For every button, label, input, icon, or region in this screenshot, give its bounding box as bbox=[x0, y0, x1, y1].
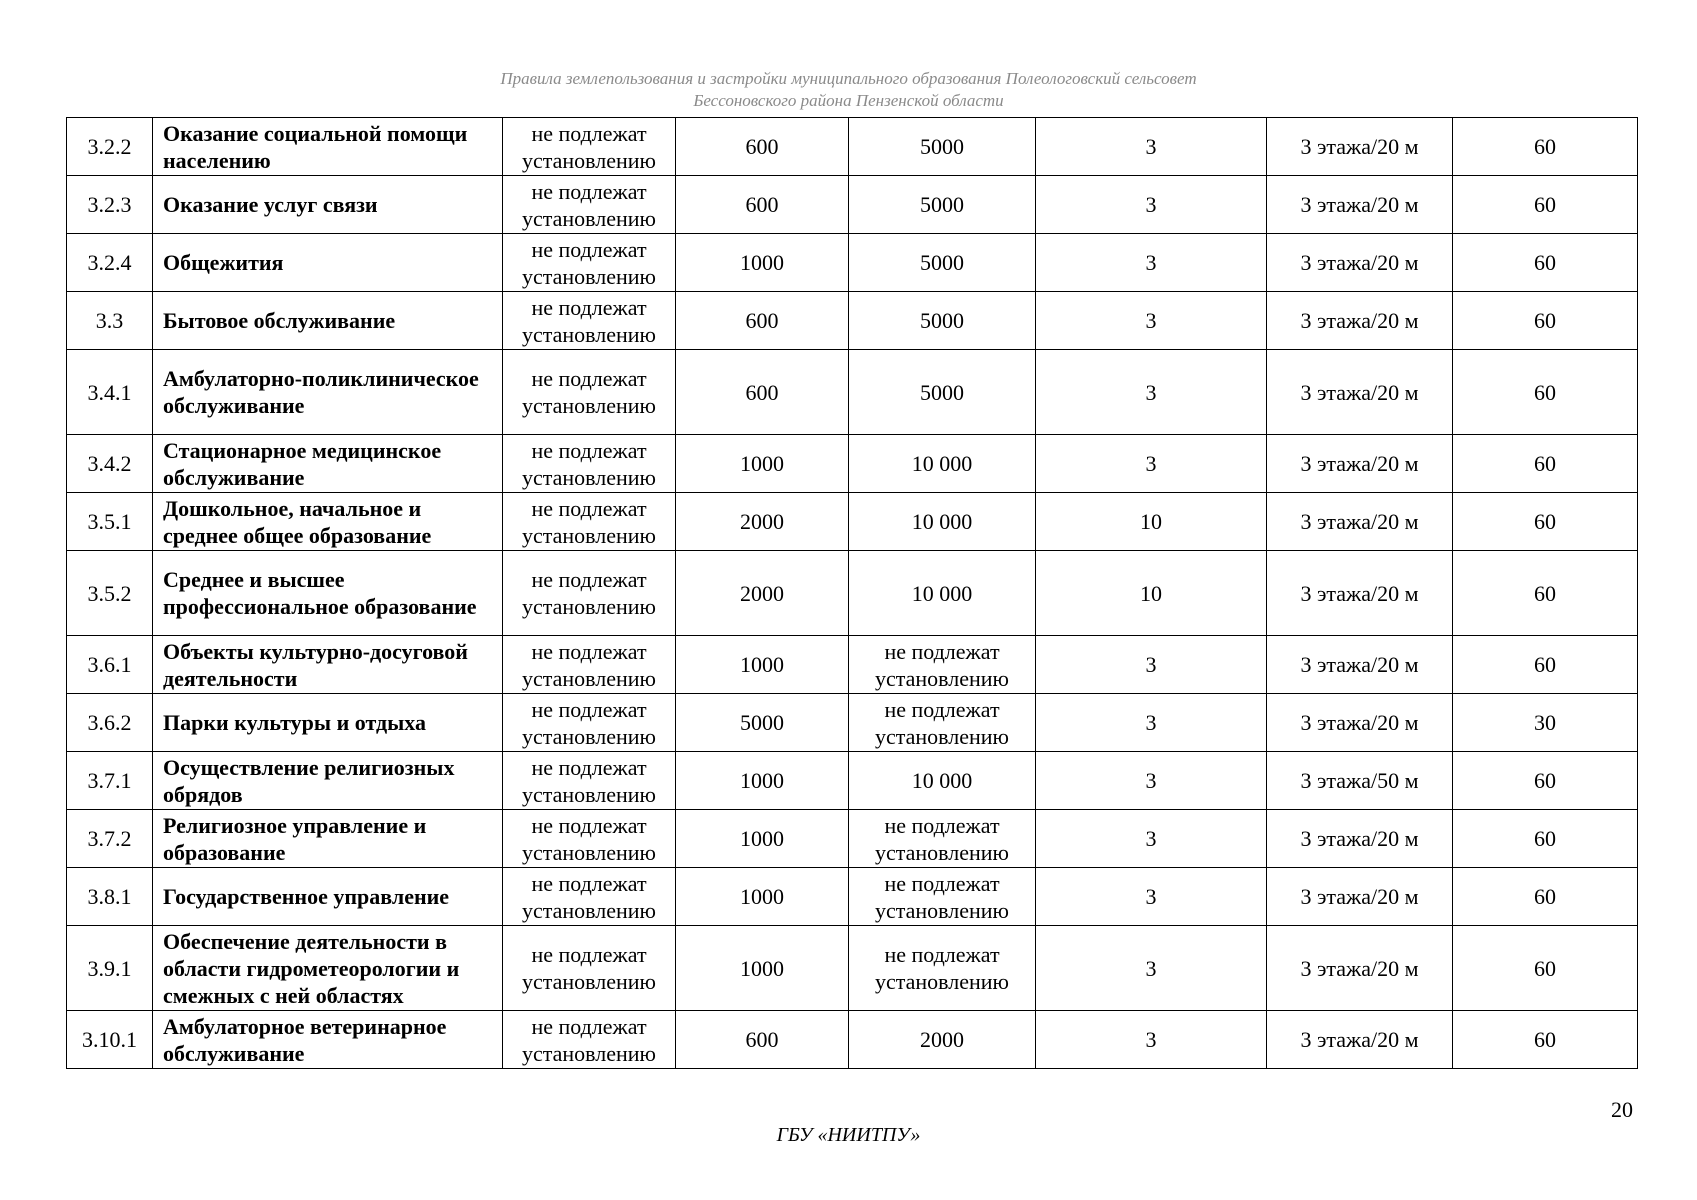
running-header bbox=[0, 68, 1697, 112]
running-header-line-2: Бессоновского района Пензенской области bbox=[693, 91, 1004, 110]
coverage-cell: 60 bbox=[1453, 810, 1638, 868]
land-use-name-cell: Оказание социальной помощи населению bbox=[153, 118, 503, 176]
min-area-cell: 600 bbox=[676, 176, 849, 234]
plot-size-cell: не подлежат установлению bbox=[503, 752, 676, 810]
land-use-name-cell: Осуществление религиозных обрядов bbox=[153, 752, 503, 810]
code-cell: 3.5.2 bbox=[67, 551, 153, 636]
table-row bbox=[67, 435, 1638, 493]
plot-size-cell: не подлежат установлению bbox=[503, 435, 676, 493]
table-row bbox=[67, 292, 1638, 350]
table-row bbox=[67, 118, 1638, 176]
code-cell: 3.10.1 bbox=[67, 1011, 153, 1069]
max-area-cell: не подлежат установлению bbox=[849, 636, 1036, 694]
land-use-name-cell: Амбулаторное ветеринарное обслуживание bbox=[153, 1011, 503, 1069]
setback-cell: 3 bbox=[1036, 176, 1267, 234]
plot-size-cell: не подлежат установлению bbox=[503, 1011, 676, 1069]
coverage-cell: 60 bbox=[1453, 551, 1638, 636]
floors-height-cell: 3 этажа/20 м bbox=[1267, 234, 1453, 292]
land-use-name-cell: Объекты культурно-досуговой деятельности bbox=[153, 636, 503, 694]
coverage-cell: 60 bbox=[1453, 926, 1638, 1011]
table-row bbox=[67, 752, 1638, 810]
max-area-cell: 10 000 bbox=[849, 752, 1036, 810]
max-area-cell: 5000 bbox=[849, 176, 1036, 234]
table-row bbox=[67, 926, 1638, 1011]
min-area-cell: 5000 bbox=[676, 694, 849, 752]
table-row bbox=[67, 551, 1638, 636]
max-area-cell: 5000 bbox=[849, 118, 1036, 176]
max-area-cell: не подлежат установлению bbox=[849, 694, 1036, 752]
min-area-cell: 600 bbox=[676, 292, 849, 350]
plot-size-cell: не подлежат установлению bbox=[503, 810, 676, 868]
floors-height-cell: 3 этажа/20 м bbox=[1267, 292, 1453, 350]
setback-cell: 3 bbox=[1036, 636, 1267, 694]
setback-cell: 10 bbox=[1036, 493, 1267, 551]
setback-cell: 3 bbox=[1036, 694, 1267, 752]
land-use-name-cell: Стационарное медицинское обслуживание bbox=[153, 435, 503, 493]
max-area-cell: 5000 bbox=[849, 350, 1036, 435]
plot-size-cell: не подлежат установлению bbox=[503, 551, 676, 636]
setback-cell: 10 bbox=[1036, 551, 1267, 636]
table-row bbox=[67, 694, 1638, 752]
max-area-cell: 5000 bbox=[849, 234, 1036, 292]
table-row bbox=[67, 350, 1638, 435]
land-use-name-cell: Дошкольное, начальное и среднее общее образование bbox=[153, 493, 503, 551]
min-area-cell: 600 bbox=[676, 118, 849, 176]
plot-size-cell: не подлежат установлению bbox=[503, 694, 676, 752]
table-row bbox=[67, 234, 1638, 292]
coverage-cell: 30 bbox=[1453, 694, 1638, 752]
land-use-name-cell: Амбулаторно-поликлиническое обслуживание bbox=[153, 350, 503, 435]
land-use-name-cell: Парки культуры и отдыха bbox=[153, 694, 503, 752]
plot-size-cell: не подлежат установлению bbox=[503, 636, 676, 694]
running-footer: ГБУ «НИИТПУ» bbox=[776, 1124, 921, 1146]
coverage-cell: 60 bbox=[1453, 435, 1638, 493]
page-number: 20 bbox=[1611, 1097, 1633, 1122]
code-cell: 3.2.2 bbox=[67, 118, 153, 176]
setback-cell: 3 bbox=[1036, 752, 1267, 810]
coverage-cell: 60 bbox=[1453, 868, 1638, 926]
table-row bbox=[67, 868, 1638, 926]
min-area-cell: 1000 bbox=[676, 810, 849, 868]
code-cell: 3.4.1 bbox=[67, 350, 153, 435]
table-row bbox=[67, 493, 1638, 551]
code-cell: 3.5.1 bbox=[67, 493, 153, 551]
coverage-cell: 60 bbox=[1453, 292, 1638, 350]
max-area-cell: 2000 bbox=[849, 1011, 1036, 1069]
plot-size-cell: не подлежат установлению bbox=[503, 118, 676, 176]
land-use-name-cell: Общежития bbox=[153, 234, 503, 292]
code-cell: 3.7.1 bbox=[67, 752, 153, 810]
code-cell: 3.2.4 bbox=[67, 234, 153, 292]
setback-cell: 3 bbox=[1036, 1011, 1267, 1069]
floors-height-cell: 3 этажа/20 м bbox=[1267, 636, 1453, 694]
code-cell: 3.6.1 bbox=[67, 636, 153, 694]
setback-cell: 3 bbox=[1036, 810, 1267, 868]
coverage-cell: 60 bbox=[1453, 493, 1638, 551]
land-use-name-cell: Религиозное управление и образование bbox=[153, 810, 503, 868]
land-use-regulations-table bbox=[66, 117, 1638, 1069]
floors-height-cell: 3 этажа/50 м bbox=[1267, 752, 1453, 810]
floors-height-cell: 3 этажа/20 м bbox=[1267, 694, 1453, 752]
floors-height-cell: 3 этажа/20 м bbox=[1267, 926, 1453, 1011]
max-area-cell: не подлежат установлению bbox=[849, 810, 1036, 868]
max-area-cell: 10 000 bbox=[849, 551, 1036, 636]
min-area-cell: 1000 bbox=[676, 636, 849, 694]
setback-cell: 3 bbox=[1036, 868, 1267, 926]
plot-size-cell: не подлежат установлению bbox=[503, 926, 676, 1011]
setback-cell: 3 bbox=[1036, 118, 1267, 176]
setback-cell: 3 bbox=[1036, 926, 1267, 1011]
min-area-cell: 1000 bbox=[676, 435, 849, 493]
plot-size-cell: не подлежат установлению bbox=[503, 350, 676, 435]
code-cell: 3.3 bbox=[67, 292, 153, 350]
setback-cell: 3 bbox=[1036, 350, 1267, 435]
min-area-cell: 1000 bbox=[676, 752, 849, 810]
table-row bbox=[67, 1011, 1638, 1069]
min-area-cell: 1000 bbox=[676, 234, 849, 292]
min-area-cell: 2000 bbox=[676, 493, 849, 551]
floors-height-cell: 3 этажа/20 м bbox=[1267, 810, 1453, 868]
floors-height-cell: 3 этажа/20 м bbox=[1267, 868, 1453, 926]
plot-size-cell: не подлежат установлению bbox=[503, 234, 676, 292]
coverage-cell: 60 bbox=[1453, 350, 1638, 435]
setback-cell: 3 bbox=[1036, 435, 1267, 493]
code-cell: 3.9.1 bbox=[67, 926, 153, 1011]
code-cell: 3.8.1 bbox=[67, 868, 153, 926]
plot-size-cell: не подлежат установлению bbox=[503, 292, 676, 350]
code-cell: 3.4.2 bbox=[67, 435, 153, 493]
floors-height-cell: 3 этажа/20 м bbox=[1267, 350, 1453, 435]
code-cell: 3.7.2 bbox=[67, 810, 153, 868]
floors-height-cell: 3 этажа/20 м bbox=[1267, 551, 1453, 636]
floors-height-cell: 3 этажа/20 м bbox=[1267, 1011, 1453, 1069]
plot-size-cell: не подлежат установлению bbox=[503, 868, 676, 926]
plot-size-cell: не подлежат установлению bbox=[503, 176, 676, 234]
max-area-cell: не подлежат установлению bbox=[849, 868, 1036, 926]
table-row bbox=[67, 810, 1638, 868]
land-use-name-cell: Государственное управление bbox=[153, 868, 503, 926]
coverage-cell: 60 bbox=[1453, 118, 1638, 176]
setback-cell: 3 bbox=[1036, 234, 1267, 292]
plot-size-cell: не подлежат установлению bbox=[503, 493, 676, 551]
table-row bbox=[67, 176, 1638, 234]
running-header-line-1: Правила землепользования и застройки муниципального образования Полеологовский сельсовет bbox=[500, 69, 1197, 88]
min-area-cell: 1000 bbox=[676, 868, 849, 926]
min-area-cell: 600 bbox=[676, 1011, 849, 1069]
min-area-cell: 1000 bbox=[676, 926, 849, 1011]
coverage-cell: 60 bbox=[1453, 752, 1638, 810]
land-use-name-cell: Бытовое обслуживание bbox=[153, 292, 503, 350]
floors-height-cell: 3 этажа/20 м bbox=[1267, 493, 1453, 551]
coverage-cell: 60 bbox=[1453, 1011, 1638, 1069]
coverage-cell: 60 bbox=[1453, 636, 1638, 694]
floors-height-cell: 3 этажа/20 м bbox=[1267, 118, 1453, 176]
max-area-cell: 5000 bbox=[849, 292, 1036, 350]
table-row bbox=[67, 636, 1638, 694]
coverage-cell: 60 bbox=[1453, 176, 1638, 234]
land-use-name-cell: Оказание услуг связи bbox=[153, 176, 503, 234]
land-use-name-cell: Среднее и высшее профессиональное образование bbox=[153, 551, 503, 636]
min-area-cell: 2000 bbox=[676, 551, 849, 636]
floors-height-cell: 3 этажа/20 м bbox=[1267, 176, 1453, 234]
code-cell: 3.2.3 bbox=[67, 176, 153, 234]
max-area-cell: 10 000 bbox=[849, 493, 1036, 551]
code-cell: 3.6.2 bbox=[67, 694, 153, 752]
land-use-name-cell: Обеспечение деятельности в области гидрометеорологии и смежных с ней областях bbox=[153, 926, 503, 1011]
setback-cell: 3 bbox=[1036, 292, 1267, 350]
max-area-cell: не подлежат установлению bbox=[849, 926, 1036, 1011]
min-area-cell: 600 bbox=[676, 350, 849, 435]
max-area-cell: 10 000 bbox=[849, 435, 1036, 493]
floors-height-cell: 3 этажа/20 м bbox=[1267, 435, 1453, 493]
coverage-cell: 60 bbox=[1453, 234, 1638, 292]
